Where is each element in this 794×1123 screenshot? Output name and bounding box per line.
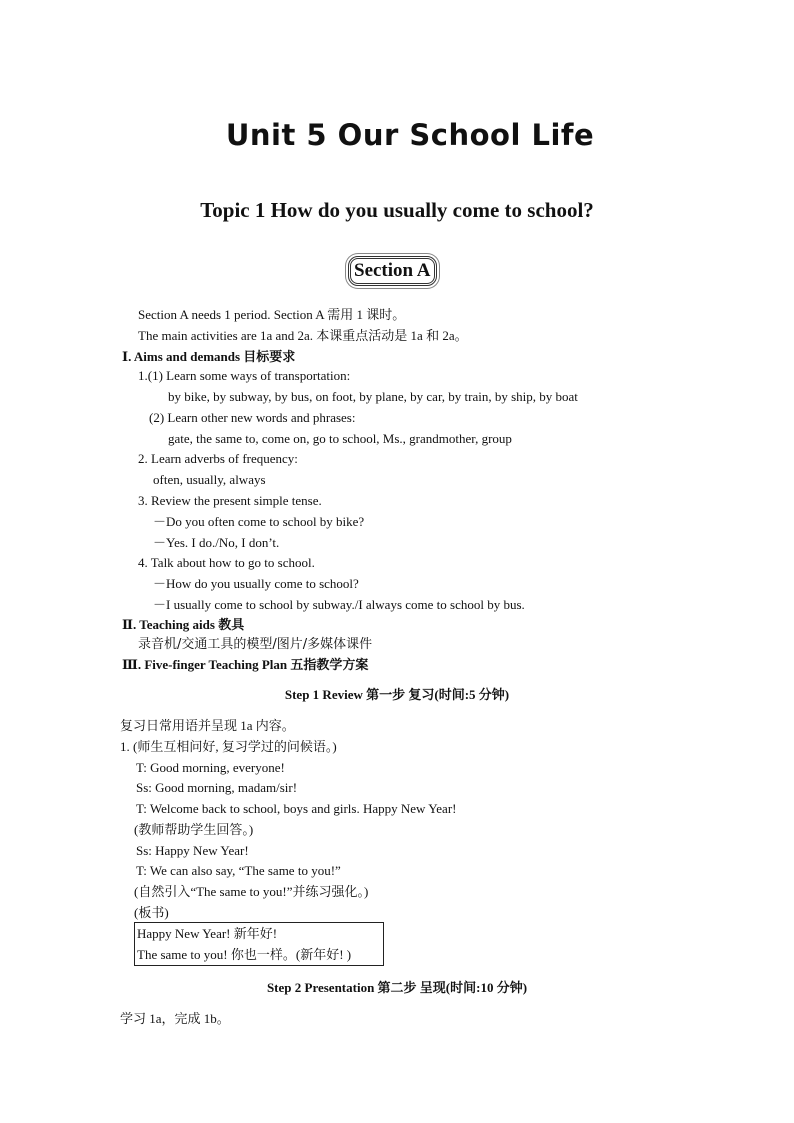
aids-heading: Ⅱ. Teaching aids 教具 <box>122 617 245 632</box>
intro-line: The main activities are 1a and 2a. 本课重点活动是 1a 和 2a。 <box>138 328 468 343</box>
note-line: (自然引入“The same to you!”并练习强化。) <box>134 884 369 899</box>
step-line: 1. (师生互相问好, 复习学过的问候语。) <box>120 739 337 754</box>
list-item: 2. Learn adverbs of frequency: <box>138 451 298 466</box>
aids-content: 录音机/交通工具的模型/图片/多媒体课件 <box>138 637 373 652</box>
dialogue-line: Ss: Happy New Year! <box>136 843 249 858</box>
dialogue-line: T: Good morning, everyone! <box>136 760 285 775</box>
step1-heading: Step 1 Review 第一步 复习(时间:5 分钟) <box>284 687 510 702</box>
section-badge: Section A <box>348 256 437 286</box>
plan-heading: Ⅲ. Five-finger Teaching Plan 五指教学方案 <box>122 657 369 672</box>
list-item: －How do you usually come to school? <box>153 576 359 591</box>
list-item: －I usually come to school by subway./I always come to school by bus. <box>153 597 525 612</box>
intro-line: Section A needs 1 period. Section A 需用 1 课时。 <box>138 307 406 322</box>
list-item: －Do you often come to school by bike? <box>153 514 365 529</box>
list-item: 4. Talk about how to go to school. <box>138 555 315 570</box>
list-item: gate, the same to, come on, go to school, Ms., grandmother, group <box>168 431 512 446</box>
list-item: 1.(1) Learn some ways of transportation: <box>138 368 351 383</box>
topic-heading: Topic 1 How do you usually come to school? <box>200 198 594 222</box>
list-item: (2) Learn other new words and phrases: <box>149 410 356 425</box>
board-line: The same to you! 你也一样。(新年好! ) <box>137 947 352 962</box>
aims-heading: Ⅰ. Aims and demands 目标要求 <box>122 349 296 364</box>
board-box <box>134 922 384 966</box>
list-item: 3. Review the present simple tense. <box>138 493 322 508</box>
dialogue-line: T: Welcome back to school, boys and girls. Happy New Year! <box>136 801 457 816</box>
note-line: (板书) <box>134 905 169 920</box>
note-line: (教师帮助学生回答。) <box>134 822 254 837</box>
page-title: Unit 5 Our School Life <box>225 118 595 152</box>
list-item: －Yes. I do./No, I don’t. <box>153 535 280 550</box>
list-item: often, usually, always <box>153 472 266 487</box>
dialogue-line: T: We can also say, “The same to you!” <box>136 863 341 878</box>
step2-heading: Step 2 Presentation 第二步 呈现(时间:10 分钟) <box>266 980 528 995</box>
list-item: by bike, by subway, by bus, on foot, by plane, by car, by train, by ship, by boat <box>168 389 578 404</box>
step-line: 复习日常用语并呈现 1a 内容。 <box>120 718 295 733</box>
dialogue-line: Ss: Good morning, madam/sir! <box>136 780 298 795</box>
step-line: 学习 1a，完成 1b。 <box>120 1011 230 1026</box>
board-line: Happy New Year! 新年好! <box>137 926 278 941</box>
